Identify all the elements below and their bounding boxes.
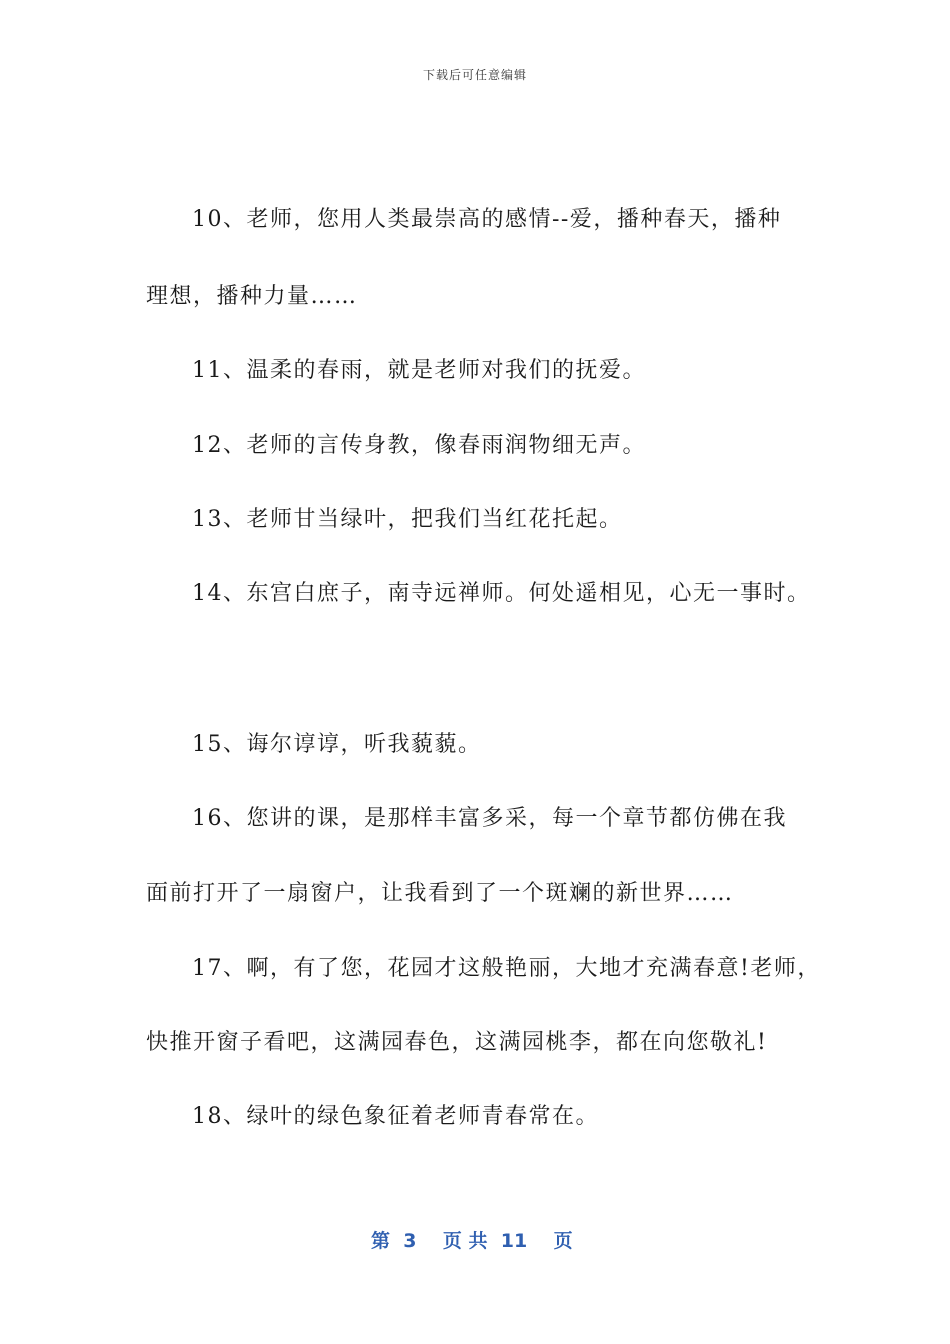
paragraph-line: 13、老师甘当绿叶，把我们当红花托起。 <box>192 507 623 532</box>
paragraph-line: 10、老师，您用人类最崇高的感情--爱，播种春天，播种 <box>192 207 782 232</box>
paragraph-line: 快推开窗子看吧，这满园春色，这满园桃李，都在向您敬礼! <box>146 1030 768 1055</box>
paragraph-line: 理想，播种力量…… <box>146 284 358 309</box>
header-note: 下载后可任意编辑 <box>422 68 527 82</box>
paragraph-line: 11、温柔的春雨，就是老师对我们的抚爱。 <box>192 358 646 383</box>
paragraph-line: 12、老师的言传身教，像春雨润物细无声。 <box>192 433 646 458</box>
paragraph-line: 18、绿叶的绿色象征着老师青春常在。 <box>192 1104 599 1129</box>
paragraph-line: 面前打开了一扇窗户，让我看到了一个斑斓的新世界…… <box>146 881 734 906</box>
paragraph-line: 16、您讲的课，是那样丰富多采，每一个章节都仿佛在我 <box>192 806 787 831</box>
page-number-footer: 第 3 页 共 11 页 <box>371 1230 573 1252</box>
paragraph-line: 14、东宫白庶子，南寺远禅师。何处遥相见，心无一事时。 <box>192 581 811 606</box>
paragraph-line: 17、啊，有了您，花园才这般艳丽，大地才充满春意!老师， <box>192 956 821 981</box>
paragraph-line: 15、诲尔谆谆，听我藐藐。 <box>192 732 482 757</box>
